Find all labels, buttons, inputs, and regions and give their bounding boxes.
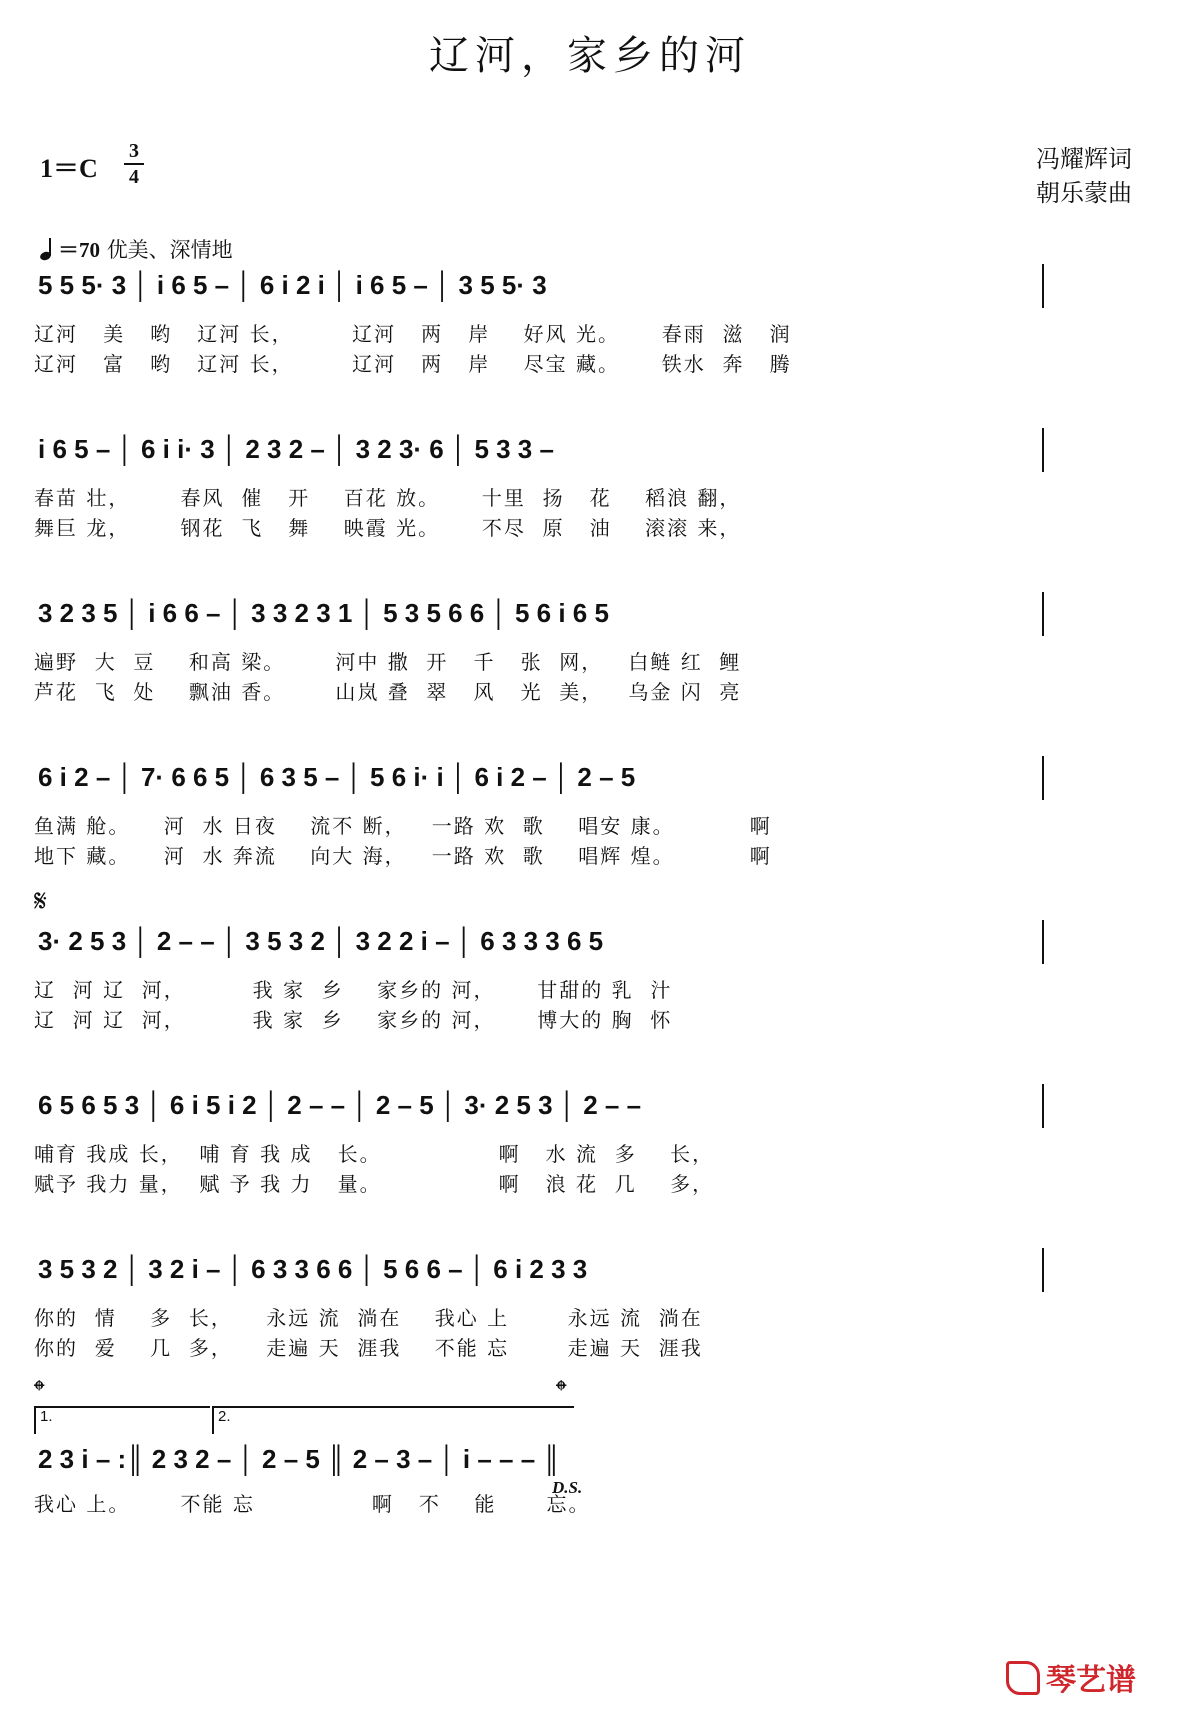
site-logo [1006, 1655, 1136, 1699]
lyrics-verse-1: 春苗 壮， 春风 催 开 百花 放。 十里 扬 花 稻浪 翻， [34, 486, 742, 510]
notes-row-4: 6 i 2 – │ 7· 6 6 5 │ 6 3 5 – │ 5 6 i· i │ 6 i 2 – │ 2 – 5 [38, 762, 636, 792]
tempo-mark [40, 234, 233, 264]
lyrics-verse-2: 芦花 飞 处 飘油 香。 山岚 叠 翠 风 光 美， 乌金 闪 亮 [34, 680, 742, 704]
lyrics-verse-2: 赋予 我力 量， 赋 予 我 力 量。 啊 浪 花 几 多， [34, 1172, 715, 1196]
lyrics-verse-1: 遍野 大 豆 和高 梁。 河中 撒 开 千 张 网， 白鲢 红 鲤 [34, 650, 742, 674]
barline [1042, 592, 1044, 636]
quarter-note-icon [40, 240, 54, 260]
meter-line [124, 163, 144, 165]
lyrics-verse-1: 哺育 我成 长， 哺 育 我 成 长。 啊 水 流 多 长， [34, 1142, 715, 1166]
notes-row-7: 3 5 3 2 │ 3 2 i – │ 6 3 3 6 6 │ 5 6 6 – │ 6 i 2 3 3 [38, 1254, 588, 1284]
lyrics-verse-2: 辽 河 辽 河， 我 家 乡 家乡的 河， 博大的 胸 怀 [34, 1008, 673, 1032]
notes-row-1: 5 5 5· 3 │ i 6 5 – │ 6 i 2 i │ i 6 5 – │ 3 5 5· 3 [38, 270, 547, 300]
barline [1042, 264, 1044, 308]
barline [1042, 1248, 1044, 1292]
barline [1042, 920, 1044, 964]
lyrics-verse-1: 鱼满 舱。 河 水 日夜 流不 断， 一路 欢 歌 唱安 康。 啊 [34, 814, 772, 838]
barline [1042, 1084, 1044, 1128]
lyrics-verse-1: 你的 情 多 长， 永远 流 淌在 我心 上 永远 流 淌在 [34, 1306, 703, 1330]
time-signature [124, 140, 144, 188]
lyrics-verse-2: 地下 藏。 河 水 奔流 向大 海， 一路 欢 歌 唱辉 煌。 啊 [34, 844, 772, 868]
notes-row-6: 6 5 6 5 3 │ 6 i 5 i 2 │ 2 – – │ 2 – 5 │ 3· 2 5 3 │ 2 – – [38, 1090, 642, 1120]
tempo-value: ＝70 [58, 238, 100, 262]
page-title: 辽河，家乡的河 [429, 33, 751, 79]
meter-bottom: 4 [129, 166, 139, 188]
lyrics-verse-1: 辽河 美 哟 辽河 长， 辽河 两 岸 好风 光。 春雨 滋 润 [34, 322, 792, 346]
barline [1042, 428, 1044, 472]
logo-mark-icon [1006, 1661, 1040, 1695]
dal-segno-mark: D.S. [552, 1478, 583, 1497]
lyrics-verse-2: 舞巨 龙， 钢花 飞 舞 映霞 光。 不尽 原 油 滚滚 来， [34, 516, 742, 540]
notes-row-5: 3· 2 5 3 │ 2 – – │ 3 5 3 2 │ 3 2 2 i – │ 6 3 3 3 6 5 [38, 926, 604, 956]
coda-icon: 𝄌 [556, 1374, 567, 1409]
expression-mark: 优美、深情地 [106, 238, 233, 262]
lyrics-verse-2: 你的 爱 几 多， 走遍 天 涯我 不能 忘 走遍 天 涯我 [34, 1336, 703, 1360]
barline [1042, 756, 1044, 800]
composer: 朝乐蒙曲 [1036, 179, 1132, 207]
notes-row-3: 3 2 3 5 │ i 6 6 – │ 3 3 2 3 1 │ 5 3 5 6 6 │ 5 6 i 6 5 [38, 598, 609, 628]
coda-icon: 𝄌 [34, 1374, 45, 1409]
second-ending-bracket: 2. [212, 1406, 574, 1434]
key-signature: 1＝C [40, 154, 98, 183]
segno-icon: 𝄋 [34, 884, 47, 919]
first-ending-bracket: 1. [34, 1406, 210, 1434]
lyrics-verse-1: 辽 河 辽 河， 我 家 乡 家乡的 河， 甘甜的 乳 汁 [34, 978, 673, 1002]
logo-text: 琴艺谱 [1046, 1663, 1136, 1698]
lyrics-verse-2: 辽河 富 哟 辽河 长， 辽河 两 岸 尽宝 藏。 铁水 奔 腾 [34, 352, 792, 376]
lyricist: 冯耀辉词 [1036, 145, 1132, 173]
notes-row-8: 2 3 i – :║ 2 3 2 – │ 2 – 5 ║ 2 – 3 – │ i – – – ║ [38, 1444, 561, 1474]
lyrics-ending: 我心 上。 不能 忘 啊 不 能 忘。 [34, 1492, 591, 1516]
meter-top: 3 [129, 140, 139, 162]
credits [1036, 142, 1132, 210]
notes-row-2: i 6 5 – │ 6 i i· 3 │ 2 3 2 – │ 3 2 3· 6 │ 5 3 3 – [38, 434, 554, 464]
